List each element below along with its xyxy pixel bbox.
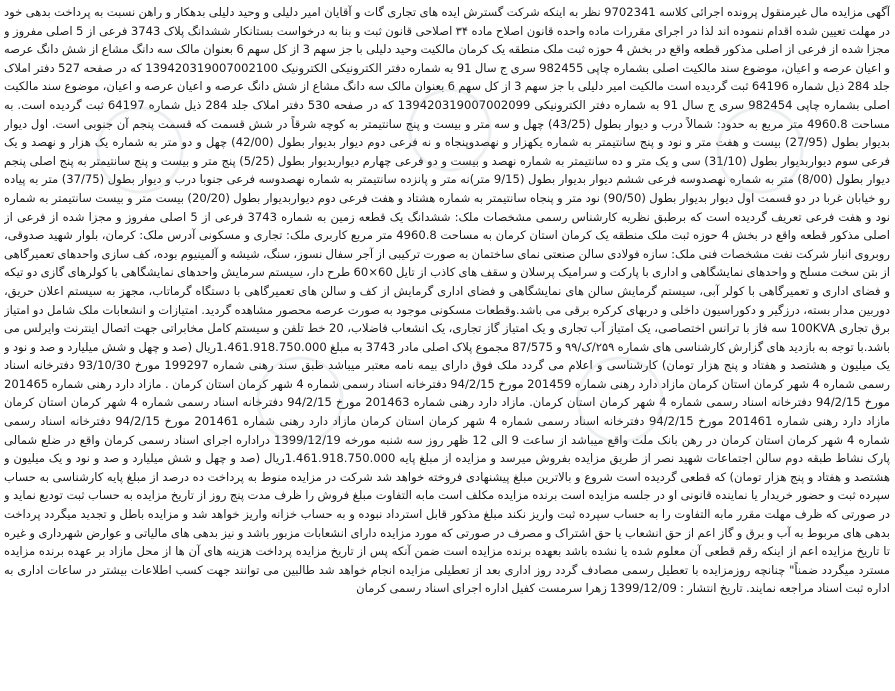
auction-notice-text: آگهی مزایده مال غیرمنقول پرونده اجرائی کلاسه 9702341 نظر به اینکه شرکت گسترش ایده های تجاری گات و آقایان امیر دلیلی و وحید دلیلی بدهکار و راهن نسبت به پرداخت بدهی خود در مهلت تعیین شده اقدام ننموده اند لذا در اجرای مقررات ماده واحده قانون اصلاح ماده ۳۴ اصلاحی قانون ثبت و بنا به درخواست بستانکار ششدانگ پلاک 3743 فرعی از 5 اصلی مفروز و مجزا شده از فرعی از اصلی مذکور قطعه واقع در بخش 4 حوزه ثبت ملک منطقه یک کرمان مالکیت وحید دلیلی با جز سهم 3 از کل سهم 6 بعنوان مالک سه دانگ مشاع از شش دانگ عرصه و اعیان عرصه و اعیان، موضوع سند مالکیت اصلی بشماره چاپی 982455 سری ج سال 91 به شماره دفتر الکترونیکی الکترونیک 139420319007002100 که در صفحه 527 دفتر املاک جلد 284 ذیل شماره 64196 ثبت گردیده است مالکیت امیر دلیلی با جز سهم 3 از کل سهم 6 بعنوان مالک سه دانگ مشاع از شش دانگ عرصه و اعیان عرصه و اعیان، موضوع سند مالکیت اصلی بشماره چاپی 982454 سری ج سال 91 به شماره دفتر الکترونیکی 139420319007002099 که در صفحه 530 دفتر املاک جلد 284 ذیل شماره 64197 ثبت گردیده است. به مساحت 4960.8 متر مربع به حدود: شمالاً درب و دیوار بطول (43/25) چهل و سه متر و بیست و پنج سانتیمتر به کوچه شرقاً در شش قسمت که قسمت پنجم آن جنوبی است. اول دیوار بدیوار بطول (27/95) بیست و هفت متر و نود و پنج سانتیمتر به شماره یکهزار و نهصدوپنجاه و نه فرعی دوم دیوار بدیوار بطول (42/00) چهل و دو متر به شماره یک هزار و نهصد و یک فرعی سوم دیواربدیوار بطول (31/10) سی و یک متر و ده سانتیمتر به شماره نهصد و بیست و دو فرعی چهارم دیواربدیوار بطول (5/25) پنج متر و بیست و پنج سانتیمتر به پنج اصلی پنجم دیوار بطول (8/00) متر به شماره نهصدوسه فرعی ششم دیوار بدیوار بطول (9/15 متر)نه متر و پانزده سانتیمتر به شماره نهصدوسه فرعی جنوبا درب و دیوار بطول (37/75) متر به پیاده رو خیابان غربا در دو قسمت اول دیوار بدیوار بطول (90/50) نود متر و پنجاه سانتیمتر به شماره هشتاد و هفت فرعی دوم دیواربدیوار بطول (20/20) بیست متر و بیست سانتیمتر به شماره نود و هفت فرعی تعریف گردیده است که برطبق نظریه کارشناس رسمی مشخصات ملک: ششدانگ یک قطعه زمین به شماره 3743 فرعی از 5 اصلی مفروز و مجزا شده از فرعی از اصلی مذکور قطعه واقع در بخش 4 حوزه ثبت ملک منطقه یک کرمان استان کرمان به مساحت 4960.8 متر مربع کاربری ملک: تجاری و مسکونی آدرس ملک: کرمان، بلوار شهید صدوقی، روبروی انبار شرکت نفت مشخصات فنی ملک: سازه فولادی سالن صنعتی نمای ساختمان به صورت ترکیبی از آجر سفال نسوز، سنگ، شیشه و آلمینیوم بوده، کف سازی واحدهای تعمیرگاهی از بتن سخت مسلح و واحدهای نمایشگاهی و اداری با پارکت و سرامیک پرسلان و سقف های کاذب از تایل 60×60 طرح دار، سیستم سرمایش واحدهای نمایشگاهی با کولرهای گازی دو تیکه و فضای اداری و تعمیرگاهی با کولر آبی، سیستم گرمایش سالن های نمایشگاهی و فضای اداری گرمایش از کف و سالن های تعمیرگاهی با دستگاه گرماتاب، مجهز به سیستم اعلان حریق، دوربین مدار بسته، درزگیر و دکوراسیون داخلی و دربهای کرکره برقی می باشد.وقطعات مسکونی موجود به صورت عرصه محصور مشاهده گردید. امتیازات و انشعابات ملک شامل دو امتیاز برق تجاری 100KVA سه فاز با ترانس اختصاصی، یک امتیاز آب تجاری و یک امتیاز گاز تجاری، یک انشعاب فاضلاب، 20 خط تلفن و سیستم کامل مخابراتی جهت اتصال اینترنت وایرلس می باشد.با توجه به بازدید های گزارش کارشناسی های شماره ۲۵۹/ک/۹۹ و 87/575 مجموع پلاک اصلی مادر 3743 به مبلغ 1.461.918.750.000ریال (صد و چهل و شش میلیارد و صد و نود و یک میلیون و هشتصد و هفتاد و پنج هزار تومان) کارشناسی و اعلام می گردد ملک فوق دارای بیمه نامه معتبر میباشد طبق سند رهنی شماره 199297 مورخ 93/10/30 دفترخانه اسناد رسمی شماره 4 شهر کرمان استان کرمان مازاد دارد رهنی شماره 201459 مورخ 94/2/15 دفترخانه اسناد رسمی شماره 4 شهر کرمان استان کرمان . مازاد دارد رهنی شماره 201465 مورخ 94/2/15 دفترخانه اسناد رسمی شماره 4 شهر کرمان استان کرمان. مازاد دارد رهنی شماره 201463 مورخ 94/2/15 دفترخانه اسناد رسمی شماره 4 شهر کرمان استان کرمان مازاد دارد رهنی شماره 201461 مورخ 94/2/15 دفترخانه اسناد رسمی شماره 4 شهر کرمان استان کرمان مازاد دارد رهنی شماره 201461 مورخ 94/2/15 دفترخانه اسناد رسمی شماره 4 شهر کرمان استان کرمان در رهن بانک ملت واقع میباشد از ساعت 9 الی 12 ظهر روز سه شنبه مورخه 1399/12/19 دراداره اجرای اسناد رسمی کرمان واقع در ضلع شمالی پارک نشاط طبقه دوم سالن اجتماعات شهید نصر از طریق مزایده بفروش میرسد و مزایده از مبلغ پایه 1.461.918.750.000ریال (صد و چهل و شش میلیارد و صد و نود و یک میلیون و هشتصد و هفتاد و پنج هزار تومان) که قطعی گردیده است شروع و بالاترین مبلغ پیشنهادی فروخته خواهد شد شرکت در مزایده منوط به پرداخت ده درصد از مبلغ پایه کارشناسی به حساب سپرده ثبت و حضور خریدار یا نماینده قانونی او در جلسه مزایده است برنده مزایده مکلف است مابه التفاوت مبلغ فروش را ظرف مدت پنج روز از تاریخ مزایده به حساب ثبت تودیع نماید و در صورتی که ظرف مهلت مقرر مابه التفاوت را به حساب سپرده ثبت واریز نکند مبلغ مذکور قابل استرداد نبوده و به حساب خزانه واریز خواهد شد و مزایده باطل و تجدید میگردد پرداخت بدهی های مربوط به آب و برق و گاز اعم از حق انشعاب یا حق اشتراک و مصرف در صورتی که مورد مزایده دارای انشعابات مزبور باشد و نیز بدهی های مالیاتی و عوارض شهرداری و غیره تا تاریخ مزایده اعم از اینکه رقم قطعی آن معلوم شده یا نشده باشد بعهده برنده مزایده است ضمن آنکه پس از تاریخ مزایده پرداخت هزینه های آن ها از محل مازاد بر عهده برنده مزایده مسترد میگردد ضمناً" چنانچه روزمزایده با تعطیل رسمی مصادف گردد روز اداری بعد از تعطیلی مزایده انجام خواهد شد طالبین می توانند جهت کسب اطلاعات بیشتر در ساعات اداری به اداره ثبت اسناد مراجعه نمایند. تاریخ انتشار : 1399/12/09 زهرا سرمست کفیل اداره اجرای اسناد رسمی کرمان — [4, 5, 890, 596]
